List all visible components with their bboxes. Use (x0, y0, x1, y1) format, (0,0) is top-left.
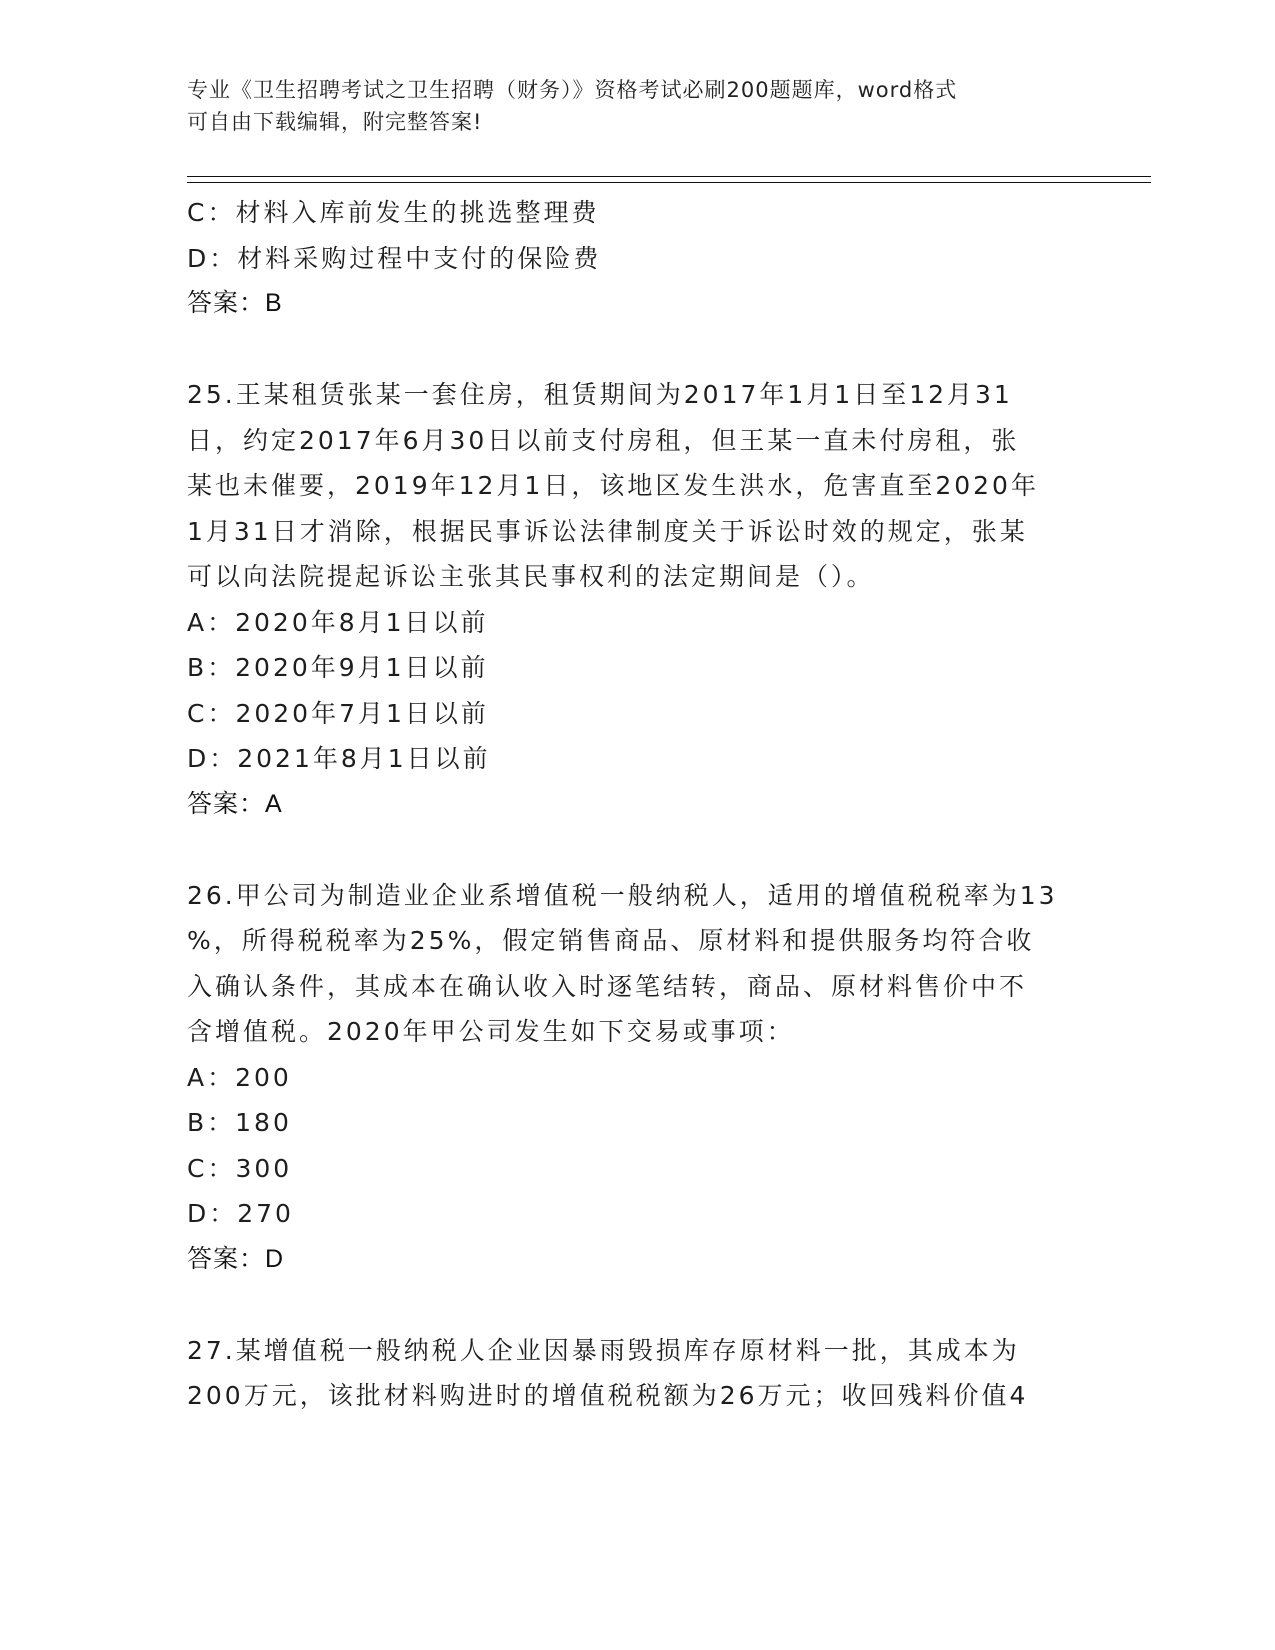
option-a: A：200 (187, 1062, 292, 1092)
header-divider-top (187, 176, 1151, 177)
question-stem-line: 入确认条件，其成本在确认收入时逐笔结转，商品、原材料售价中不 (187, 971, 1028, 1001)
spacer (187, 827, 1087, 873)
answer-line: 答案：A (187, 789, 283, 818)
question-stem-line: 25.王某租赁张某一套住房，租赁期间为2017年1月1日至12月31 (187, 380, 1013, 409)
question-stem-line: 日，约定2017年6月30日以前支付房租，但王某一直未付房租，张 (187, 425, 1020, 455)
option-c: C：2020年7月1日以前 (187, 698, 489, 728)
question-27 (187, 1328, 1087, 1419)
option-b: B：180 (187, 1108, 292, 1137)
option-c: C：材料入库前发生的挑选整理费 (187, 198, 600, 227)
spacer (187, 1282, 1087, 1328)
header-line-1: 专业《卫生招聘考试之卫生招聘（财务）》资格考试必刷200题题库，word格式 (187, 78, 958, 102)
header-line-2: 可自由下载编辑，附完整答案! (187, 110, 483, 134)
question-stem-line: %，所得税税率为25%，假定销售商品、原材料和提供服务均符合收 (187, 926, 1035, 955)
question-stem-line: 某也未催要，2019年12月1日，该地区发生洪水，危害直至2020年 (187, 471, 1039, 500)
spacer (187, 327, 1087, 373)
option-a: A：2020年8月1日以前 (187, 607, 489, 637)
answer-line: 答案：D (187, 1244, 285, 1273)
header-divider-bottom (187, 182, 1151, 183)
option-d: D：2021年8月1日以前 (187, 744, 491, 773)
question-stem-line: 可以向法院提起诉讼主张其民事权利的法定期间是（）。 (187, 562, 875, 591)
option-c: C：300 (187, 1153, 293, 1183)
question-stem-line: 26.甲公司为制造业企业系增值税一般纳税人，适用的增值税税率为13 (187, 880, 1058, 910)
option-b: B：2020年9月1日以前 (187, 653, 489, 682)
question-25 (187, 372, 1087, 827)
option-d: D：270 (187, 1199, 294, 1228)
option-d: D：材料采购过程中支付的保险费 (187, 243, 602, 273)
question-stem-line: 27.某增值税一般纳税人企业因暴雨毁损库存原材料一批，其成本为 (187, 1335, 1020, 1365)
document-body (187, 190, 1087, 1419)
question-26 (187, 873, 1087, 1283)
question-stem-line: 含增值税。2020年甲公司发生如下交易或事项： (187, 1017, 795, 1046)
answer-line: 答案：B (187, 289, 283, 317)
question-stem-line: 1月31日才消除，根据民事诉讼法律制度关于诉讼时效的规定，张某 (187, 516, 1028, 546)
question-24-tail (187, 190, 1087, 327)
document-header (187, 74, 1087, 138)
question-stem-line: 200万元，该批材料购进时的增值税税额为26万元；收回残料价值4 (187, 1381, 1029, 1410)
